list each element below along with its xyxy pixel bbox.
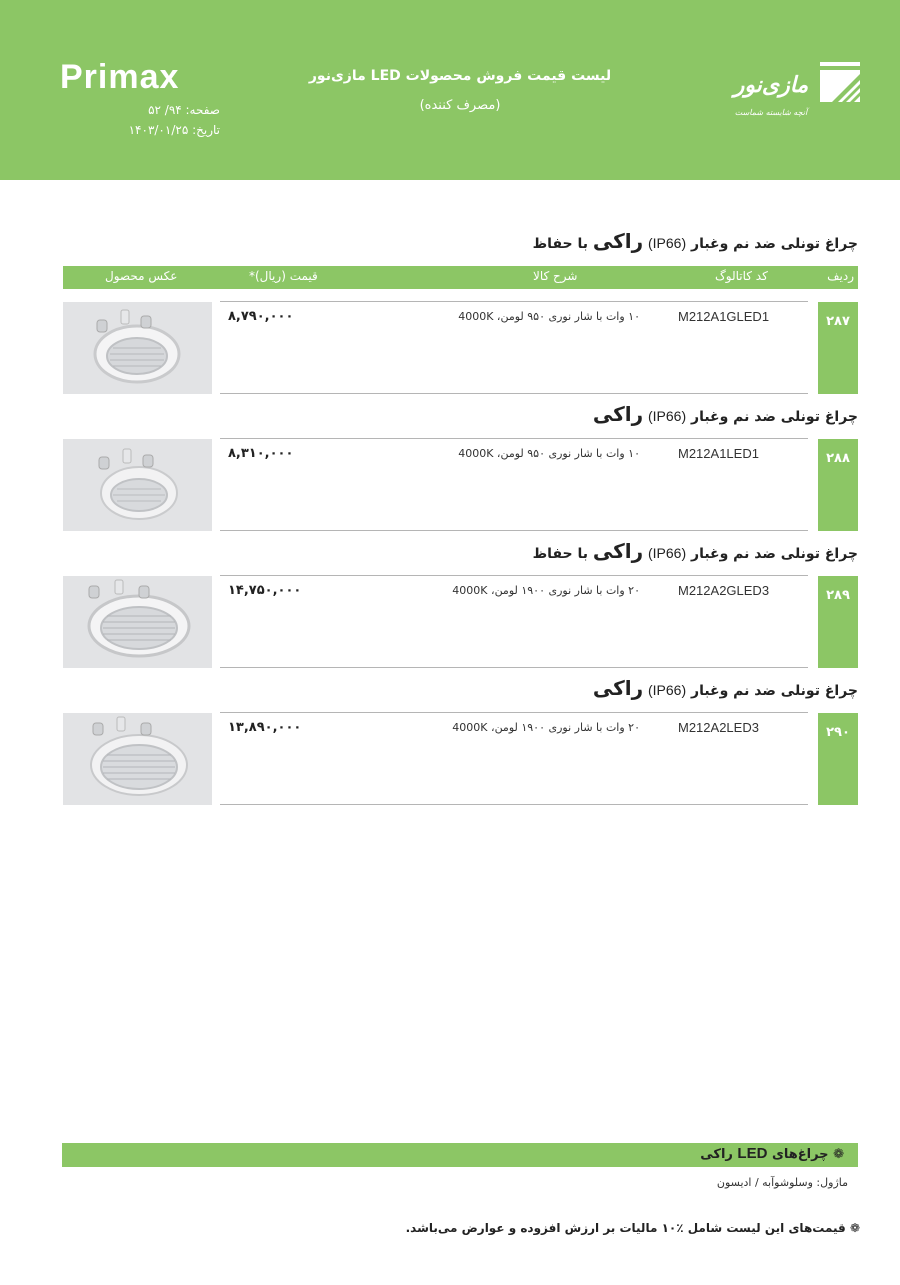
product-price: ۱۳,۸۹۰,۰۰۰ — [228, 720, 302, 735]
table-header — [63, 266, 858, 289]
title-name: راکی — [592, 539, 644, 563]
title-suffix: با حفاظ — [532, 546, 588, 562]
footer-title-prefix: چراغ‌های — [771, 1147, 829, 1162]
col-catalog-code: کد کاتالوگ — [715, 269, 768, 283]
row-number: ۲۸۷ — [818, 302, 858, 394]
footer-bar — [62, 1143, 858, 1167]
table-row — [220, 438, 808, 531]
col-row: ردیف — [827, 269, 854, 283]
col-photo: عکس محصول — [105, 269, 178, 283]
title-ip: (IP66) — [647, 235, 687, 251]
product-photo — [63, 302, 212, 394]
product-description: ۲۰ وات با شار نوری ۱۹۰۰ لومن، 4000K — [452, 584, 640, 597]
col-description: شرح کالا — [533, 269, 578, 283]
title-prefix: چراغ تونلی ضد نم وغبار — [691, 409, 858, 425]
product-description: ۱۰ وات با شار نوری ۹۵۰ لومن، 4000K — [458, 310, 640, 323]
product-price: ۸,۷۹۰,۰۰۰ — [228, 309, 294, 324]
catalog-code: M212A2GLED3 — [678, 583, 770, 598]
title-ip: (IP66) — [647, 545, 687, 561]
title-ip: (IP66) — [647, 682, 687, 698]
row-number: ۲۸۹ — [818, 576, 858, 668]
table-row — [220, 575, 808, 668]
catalog-code: M212A2LED3 — [678, 720, 759, 735]
product-description: ۲۰ وات با شار نوری ۱۹۰۰ لومن، 4000K — [452, 721, 640, 734]
product-photo — [63, 439, 212, 531]
product-photo — [63, 713, 212, 805]
lamp-guard-icon — [63, 576, 212, 668]
product-price: ۸,۳۱۰,۰۰۰ — [228, 446, 294, 461]
page-number: صفحه: ۹۴/ ۵۲ — [148, 103, 220, 117]
table-row — [220, 301, 808, 394]
page-date: تاریخ: ۱۴۰۳/۰۱/۲۵ — [128, 123, 220, 137]
title-prefix: چراغ تونلی ضد نم وغبار — [691, 683, 858, 699]
title-suffix: با حفاظ — [532, 236, 588, 252]
footer-bullet-icon: ❁ — [833, 1147, 844, 1162]
product-photo — [63, 576, 212, 668]
footer-title-led: LED — [737, 1145, 768, 1162]
company-logo — [722, 60, 862, 126]
row-number: ۲۹۰ — [818, 713, 858, 805]
section-title — [593, 676, 858, 700]
document-title: لیست قیمت فروش محصولات LED مازی‌نور — [308, 68, 612, 84]
title-ip: (IP66) — [647, 408, 687, 424]
title-prefix: چراغ تونلی ضد نم وغبار — [691, 236, 858, 252]
title-name: راکی — [592, 676, 644, 700]
title-name: راکی — [592, 229, 644, 253]
lamp-icon — [63, 439, 212, 531]
document-subtitle: (مصرف کننده) — [419, 98, 501, 113]
section-title — [533, 539, 858, 563]
footer-title — [700, 1145, 844, 1162]
logo-tagline: آنچه شایسته شماست — [734, 108, 808, 117]
module-info: ماژول: وسلوشوآبه / ادیسون — [716, 1176, 848, 1189]
product-description: ۱۰ وات با شار نوری ۹۵۰ لومن، 4000K — [458, 447, 640, 460]
col-price: قیمت (ریال)* — [249, 269, 318, 283]
table-row — [220, 712, 808, 805]
footer-title-suffix: راکی — [700, 1147, 733, 1162]
tax-note: ❁ قیمت‌های این لیست شامل ٪۱۰ مالیات بر ارزش افزوده و عوارض می‌باشد. — [405, 1221, 860, 1235]
brand-name: Primax — [60, 58, 180, 96]
catalog-code: M212A1GLED1 — [678, 309, 770, 324]
catalog-code: M212A1LED1 — [678, 446, 759, 461]
header-banner — [0, 0, 900, 180]
title-name: راکی — [592, 402, 644, 426]
lamp-guard-icon — [63, 302, 212, 394]
title-prefix: چراغ تونلی ضد نم وغبار — [691, 546, 858, 562]
section-title — [533, 229, 858, 253]
logo-mark-icon — [820, 62, 860, 102]
section-title — [593, 402, 858, 426]
logo-text: مازی‌نور — [733, 72, 809, 98]
row-number: ۲۸۸ — [818, 439, 858, 531]
lamp-icon — [63, 713, 212, 805]
product-price: ۱۴,۷۵۰,۰۰۰ — [228, 583, 302, 598]
page-info — [60, 100, 220, 140]
